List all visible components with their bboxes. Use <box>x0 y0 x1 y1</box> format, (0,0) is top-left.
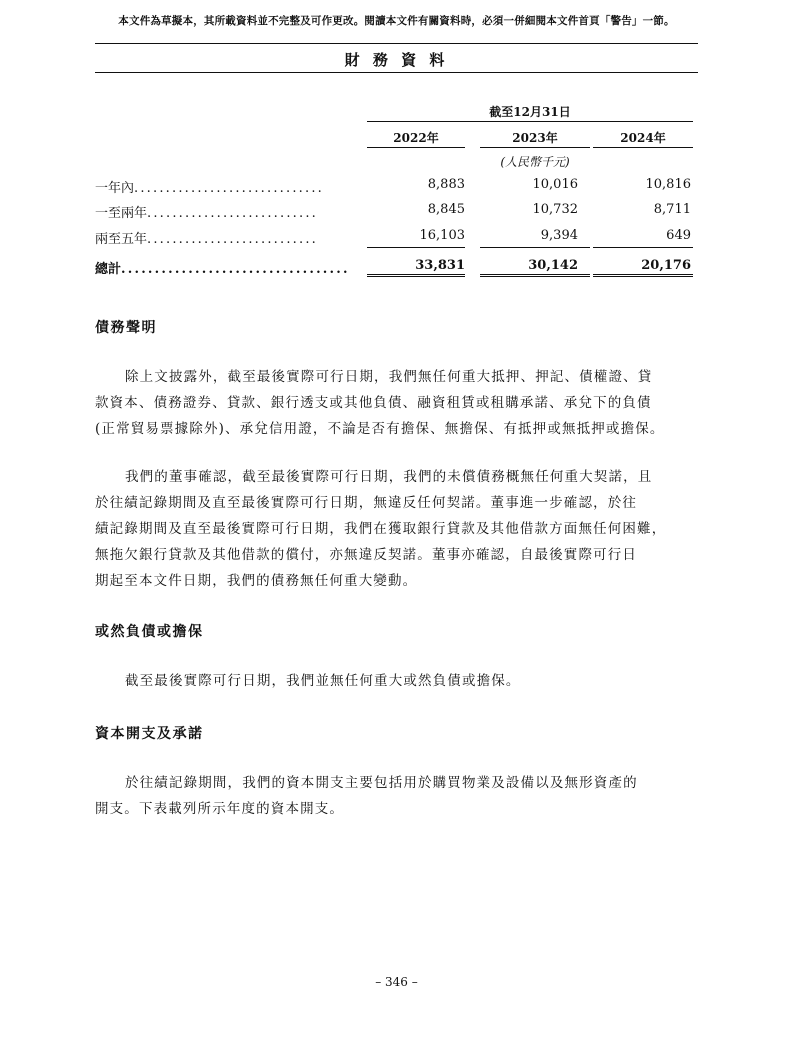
table-cell: 16,103 <box>419 228 465 243</box>
total-double-rule <box>480 274 590 277</box>
column-header-2022: 2022年 <box>393 131 439 145</box>
subtotal-rule <box>367 247 465 248</box>
total-row-label: 總計.................................. <box>95 262 350 277</box>
table-cell: 8,845 <box>427 202 465 217</box>
total-double-rule <box>367 274 465 277</box>
table-cell: 8,711 <box>653 202 691 217</box>
header-rule-top <box>95 43 698 44</box>
paragraph-indebtedness-2: 我們的董事確認，截至最後實際可行日期，我們的未償債務概無任何重大契諾，且 於往績記錄期間及直至最後實際可行日期，無違反任何契諾。董事進一步確認，於往 績記錄期間及直至最後實際可行日期，我們在獲取銀行貸款及其他借款方面無任何困難， 無拖欠銀行貸款及其他借款的償付，亦無違反契諾。董事亦確認，自最後實際可行日 期起至本文件日期，我們的債務無任何重大變動。 <box>95 469 667 589</box>
heading-indebtedness: 債務聲明 <box>95 320 157 336</box>
table-cell: 9,394 <box>540 228 578 243</box>
column-rule-2023 <box>480 147 590 148</box>
table-cell: 8,883 <box>427 177 465 192</box>
column-header-2023: 2023年 <box>512 131 558 145</box>
table-row-label: 一年內.............................. <box>95 181 324 196</box>
paragraph-contingent-liabilities: 截至最後實際可行日期，我們並無任何重大或然負債或擔保。 <box>125 673 521 689</box>
page-number: – 346 – <box>375 975 418 989</box>
currency-unit: (人民幣千元) <box>500 155 570 169</box>
heading-contingent-liabilities: 或然負債或擔保 <box>95 624 204 640</box>
total-double-rule <box>593 274 693 277</box>
subtotal-rule <box>593 247 693 248</box>
column-rule-2024 <box>593 147 693 148</box>
table-cell: 649 <box>666 228 691 243</box>
paragraph-capex: 於往績記錄期間，我們的資本開支主要包括用於購買物業及設備以及無形資產的 開支。下表載列所示年度的資本開支。 <box>95 775 638 817</box>
table-cell: 10,016 <box>532 177 578 192</box>
table-cell: 10,732 <box>532 202 578 217</box>
paragraph-indebtedness-1: 除上文披露外，截至最後實際可行日期，我們無任何重大抵押、押記、債權證、貸 款資本、債務證券、貸款、銀行透支或其他負債、融資租賃或租購承諾、承兌下的負債 (正常貿易票據除外)、承兌信用證，不論是否有擔保、無擔保、有抵押或無抵押或擔保。 <box>95 369 665 437</box>
header-rule-bottom <box>95 72 698 73</box>
heading-capex: 資本開支及承諾 <box>95 726 204 742</box>
period-header-rule <box>367 121 693 122</box>
period-header: 截至12月31日 <box>489 105 571 119</box>
column-rule-2022 <box>367 147 465 148</box>
total-cell: 33,831 <box>415 258 465 273</box>
column-header-2024: 2024年 <box>620 131 666 145</box>
table-row-label: 一至兩年........................... <box>95 206 318 221</box>
table-row-label: 兩至五年........................... <box>95 232 318 247</box>
total-cell: 30,142 <box>528 258 578 273</box>
draft-notice: 本文件為草擬本，其所載資料並不完整及可作更改。閱讀本文件有關資料時，必須一併細閱本文件首頁「警告」一節。 <box>118 15 675 27</box>
total-cell: 20,176 <box>641 258 691 273</box>
table-cell: 10,816 <box>645 177 691 192</box>
section-title: 財 務 資 料 <box>344 51 449 69</box>
subtotal-rule <box>480 247 590 248</box>
